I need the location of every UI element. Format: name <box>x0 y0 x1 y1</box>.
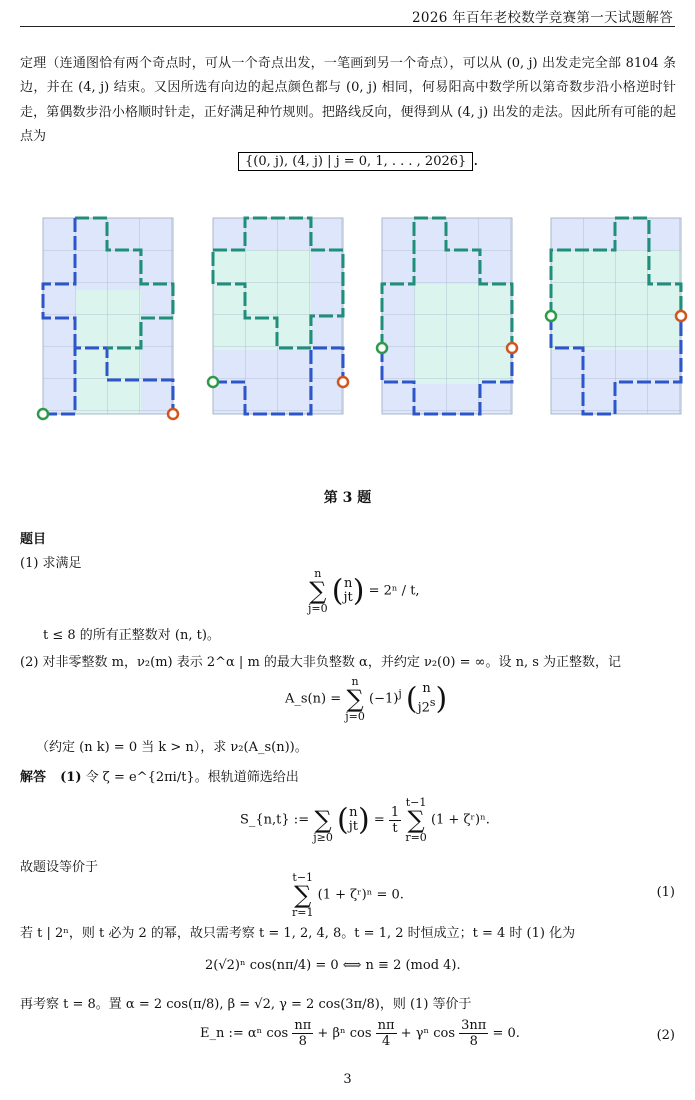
header-rule <box>20 26 675 27</box>
figure-1 <box>38 218 178 419</box>
path-figures <box>30 210 690 425</box>
figure-4 <box>546 218 686 414</box>
solution-part: (1) <box>60 770 82 785</box>
problem-heading: 第 3 题 <box>323 490 372 506</box>
eq-S: S_{n,t} := ∑ j≥0 (n jt) = $\frac{1}{t}$ t−1 ∑ r=0 (1 + ζʳ)ⁿ. <box>240 796 490 844</box>
start-marker <box>38 409 48 419</box>
end-marker <box>338 377 348 387</box>
part1-rhs: = 2ⁿ / t, <box>368 583 420 599</box>
figure-2 <box>208 218 348 414</box>
part2-text: (2) 对非零整数 m，ν₂(m) 表示 2^α | m 的最大非负整数 α，并约定 ν₂(0) = ∞。设 n, s 为正整数，记 <box>20 655 622 670</box>
problem-label: 题目 <box>20 532 47 547</box>
eq2: E_n := αⁿ cos $\frac{n\pi}{8}$ + βⁿ cos $\frac{n\pi}{4}$ + γⁿ cos $\frac{3n\pi}{8}$ = 0. <box>200 1018 520 1049</box>
answer-period: . <box>473 150 479 169</box>
running-header: 2026 年百年老校数学竞赛第一天试题解答 <box>412 10 673 26</box>
end-marker <box>676 311 686 321</box>
part2-note: （约定 (n k) = 0 当 k > n），求 ν₂(A_s(n))。 <box>36 740 308 755</box>
solution-line1: 令 ζ = e^{2πi/t}。根轨道筛选给出 <box>85 770 299 785</box>
power-text: 若 t | 2ⁿ，则 t 必为 2 的幂，故只需考察 t = 1, 2, 4, 8。t = 1, 2 时恒成立；t = 4 时 (1) 化为 <box>20 926 576 941</box>
part1-condition: t ≤ 8 的所有正整数对 (n, t)。 <box>43 628 220 643</box>
start-marker <box>208 377 218 387</box>
end-marker <box>507 343 517 353</box>
part2-lhs: A_s(n) = <box>285 691 342 707</box>
end-marker <box>168 409 178 419</box>
t8-text: 再考察 t = 8。置 α = 2 cos(π/8), β = √2, γ = 2 cos(3π/8)，则 (1) 等价于 <box>20 997 472 1012</box>
proof-paragraph: 定理（连通图恰有两个奇点时，可从一个奇点出发，一笔画到另一个奇点），可以从 (0, j) 出发走完全部 8104 条边，并在 (4, j) 结束。又因所选有向边的起点颜色都与 (0, j) 相同，何易阳高中数学所以第奇数步沿小格逆时针走，第偶数步沿小格顺时针走，正好满足种竹规则。把路线反向，便得到从 (4, j) 出发的走法。因此所有可能的起点为 <box>20 56 676 145</box>
part1-intro: (1) 求满足 <box>20 556 82 571</box>
page-number: 3 <box>343 1072 352 1087</box>
sum-symbol: n ∑ j=0 <box>308 567 328 615</box>
eq-t4: 2(√2)ⁿ cos(nπ/4) = 0 ⟺ n ≡ 2 (mod 4). <box>205 958 461 973</box>
part2-equation: A_s(n) = n ∑ j=0 $(-1)^j$ ( n j2$^s$) <box>285 675 448 723</box>
answer-set-box <box>238 150 478 169</box>
eq1: t−1 ∑ r=1 (1 + ζʳ)ⁿ = 0. <box>292 871 404 919</box>
eq2-number: (2) <box>656 1028 675 1043</box>
answer-set: {(0, j), (4, j) | j = 0, 1, . . . , 2026} <box>238 152 473 171</box>
start-marker <box>546 311 556 321</box>
equivalent-text: 故题设等价于 <box>20 860 99 875</box>
start-marker <box>377 343 387 353</box>
figure-3 <box>377 218 517 414</box>
solution-label: 解答 <box>20 770 47 785</box>
solution-line <box>20 766 299 785</box>
part1-equation: n ∑ j=0 (n jt) = 2ⁿ / t, <box>308 567 420 615</box>
eq1-number: (1) <box>656 885 675 900</box>
